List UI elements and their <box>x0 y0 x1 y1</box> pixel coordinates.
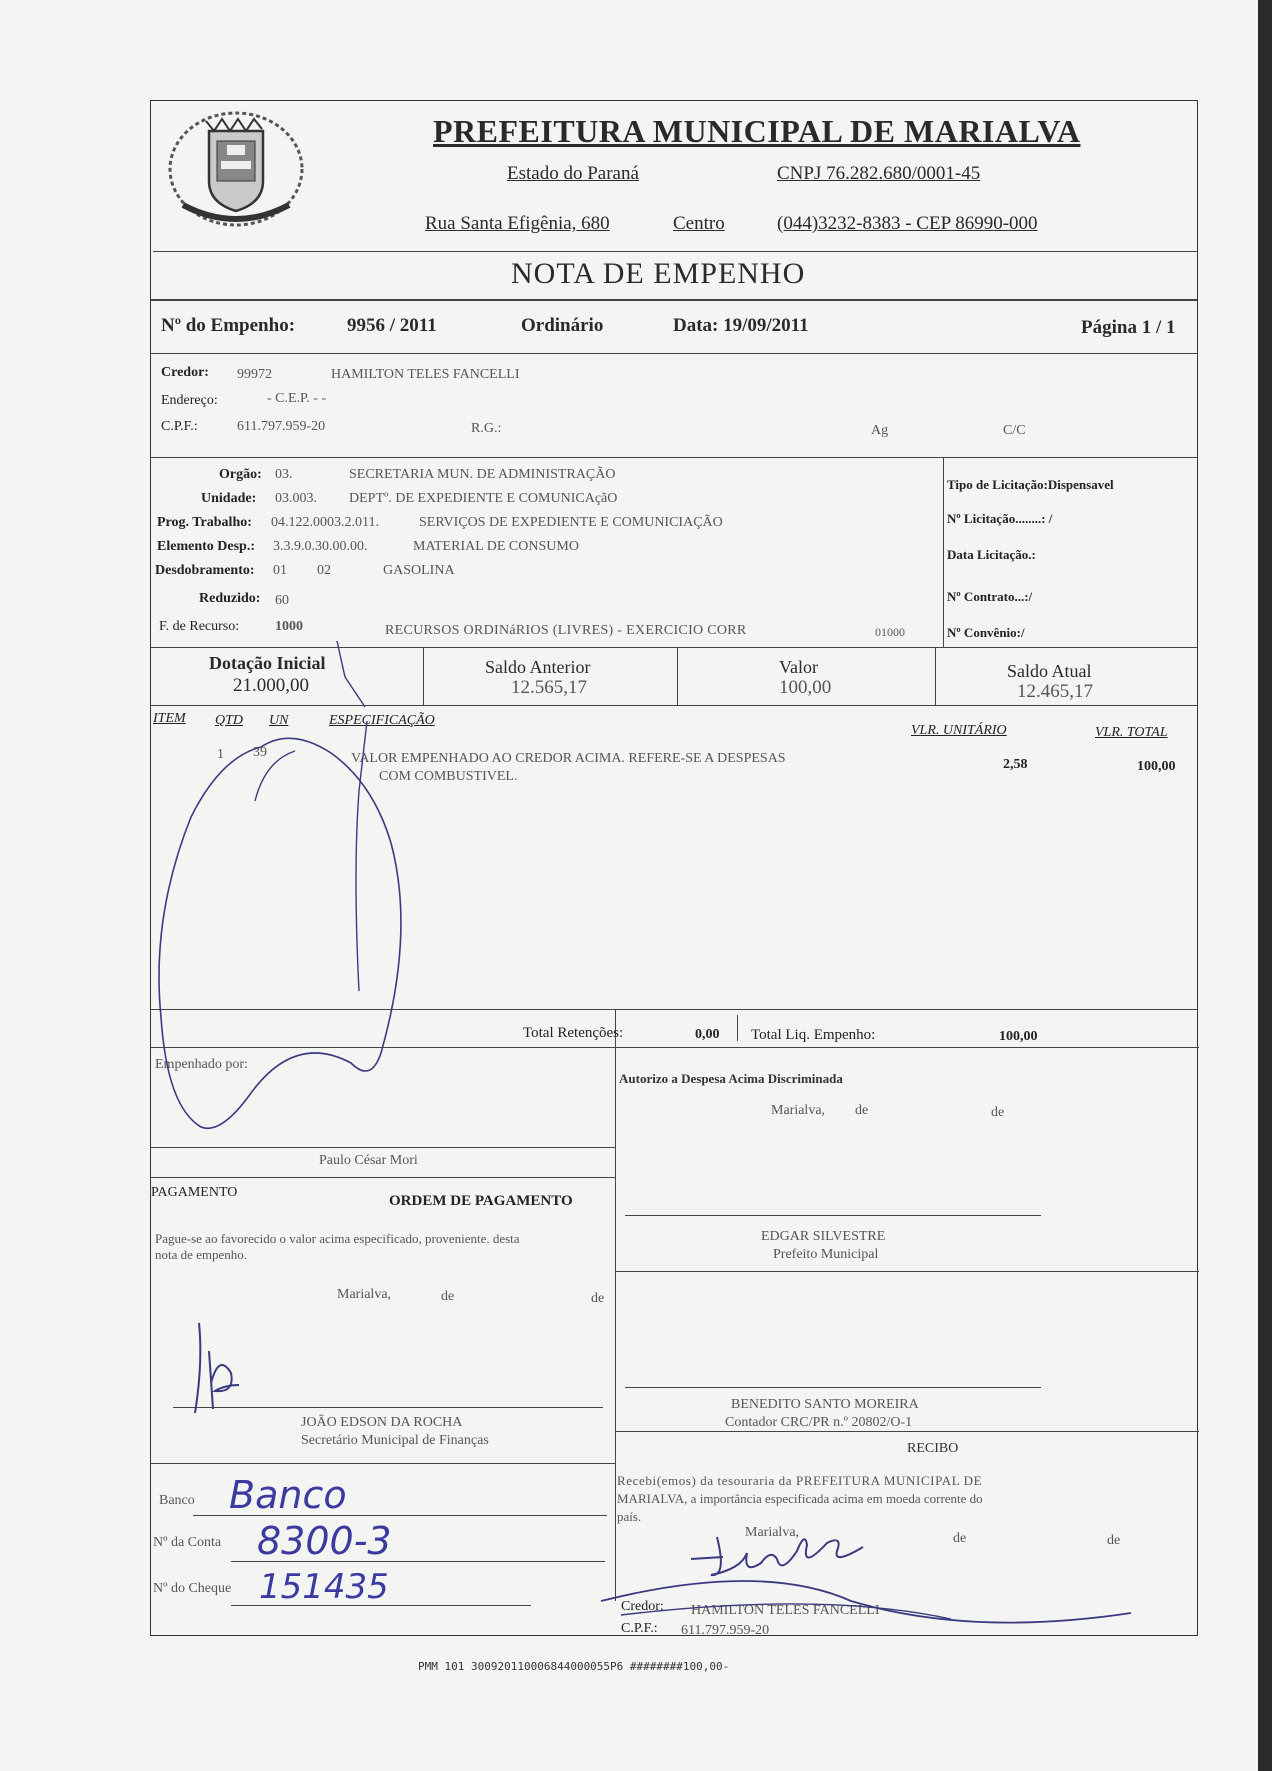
cheque-label: Nº do Cheque <box>153 1581 232 1596</box>
elem-label: Elemento Desp.: <box>157 539 255 554</box>
recibo-de-1: de <box>953 1531 967 1546</box>
recibo-text-3: país. <box>617 1509 642 1524</box>
recibo-credor-label: Credor: <box>621 1599 664 1614</box>
autorizo-marialva: Marialva, <box>771 1103 826 1118</box>
autorizo-label: Autorizo a Despesa Acima Discriminada <box>619 1071 843 1086</box>
cc-label: C/C <box>1003 423 1026 438</box>
col-un: UN <box>269 713 289 728</box>
reduzido-label: Reduzido: <box>199 591 261 606</box>
secretario-name: JOÃO EDSON DA ROCHA <box>301 1415 463 1430</box>
recibo-title: RECIBO <box>907 1441 959 1456</box>
saldo-anterior-label: Saldo Anterior <box>485 657 591 677</box>
recibo-de-2: de <box>1107 1533 1121 1548</box>
nota-de-empenho-form <box>150 100 1198 1636</box>
desd-code2: 02 <box>317 563 331 578</box>
saldo-atual-value: 12.465,17 <box>1017 681 1093 702</box>
prog-name: SERVIÇOS DE EXPEDIENTE E COMUNICIAÇÃO <box>419 515 723 530</box>
rg-label: R.G.: <box>471 421 502 436</box>
empenho-number: 9956 / 2011 <box>347 315 437 336</box>
unidade-name: DEPTº. DE EXPEDIENTE E COMUNICAçãO <box>349 491 618 506</box>
licitacao-data: Data Licitação.: <box>947 547 1036 562</box>
autorizo-de-2: de <box>991 1105 1005 1120</box>
row-unit-value: 2,58 <box>1003 757 1028 772</box>
header-street: Rua Santa Efigênia, 680 <box>425 213 610 234</box>
header-state: Estado do Paraná <box>507 163 639 184</box>
pagamento-text-2: nota de empenho. <box>155 1247 248 1262</box>
credor-name: HAMILTON TELES FANCELLI <box>331 367 520 382</box>
page-edge <box>1258 0 1272 1771</box>
prefeito-name: EDGAR SILVESTRE <box>761 1229 886 1244</box>
desd-name: GASOLINA <box>383 563 455 578</box>
contador-role: Contador CRC/PR n.º 20802/O-1 <box>725 1415 913 1430</box>
row-qtd: 39 <box>253 745 267 760</box>
col-qtd: QTD <box>215 713 244 728</box>
pagamento-label: PAGAMENTO <box>151 1185 238 1200</box>
desd-label: Desdobramento: <box>155 563 255 578</box>
ag-label: Ag <box>871 423 889 438</box>
recibo-cpf-label: C.P.F.: <box>621 1621 658 1636</box>
autorizo-de-1: de <box>855 1103 869 1118</box>
orgao-name: SECRETARIA MUN. DE ADMINISTRAÇÃO <box>349 467 616 482</box>
valor-value: 100,00 <box>779 677 832 698</box>
orgao-code: 03. <box>275 467 293 482</box>
liq-label: Total Liq. Empenho: <box>751 1027 876 1043</box>
header-phone-cep: (044)3232-8383 - CEP 86990-000 <box>777 213 1038 234</box>
elem-name: MATERIAL DE CONSUMO <box>413 539 579 554</box>
recibo-marialva: Marialva, <box>745 1525 800 1540</box>
row-spec-line2: COM COMBUSTIVEL. <box>379 769 518 784</box>
retencoes-value: 0,00 <box>695 1027 720 1042</box>
saldo-atual-label: Saldo Atual <box>1007 661 1092 681</box>
licitacao-convenio: Nº Convênio:/ <box>947 625 1025 640</box>
valor-label: Valor <box>779 657 818 677</box>
empenho-page: Página 1 / 1 <box>1081 317 1176 338</box>
unidade-code: 03.003. <box>275 491 317 506</box>
empenhado-por-label: Empenhado por: <box>155 1057 248 1072</box>
orgao-label: Orgão: <box>219 467 262 482</box>
pagamento-de-2: de <box>591 1291 605 1306</box>
cheque-handwritten: 151435 <box>259 1567 389 1607</box>
unidade-label: Unidade: <box>201 491 257 506</box>
conta-label: Nº da Conta <box>153 1535 222 1550</box>
ordem-pagamento-label: ORDEM DE PAGAMENTO <box>389 1193 573 1209</box>
empenho-label: Nº do Empenho: <box>161 315 296 336</box>
credor-code: 99972 <box>237 367 272 382</box>
dotacao-value: 21.000,00 <box>233 675 309 696</box>
credor-label: Credor: <box>161 365 209 380</box>
header-district: Centro <box>673 213 725 234</box>
row-total-value: 100,00 <box>1137 759 1176 774</box>
desd-code1: 01 <box>273 563 287 578</box>
col-especificacao: ESPECIFICAÇÃO <box>329 713 435 728</box>
handwritten-signatures <box>151 101 1199 1637</box>
banco-label: Banco <box>159 1493 195 1508</box>
doc-title: NOTA DE EMPENHO <box>511 257 806 290</box>
contador-name: BENEDITO SANTO MOREIRA <box>731 1397 919 1412</box>
recurso-label: F. de Recurso: <box>159 619 240 634</box>
elem-code: 3.3.9.0.30.00.00. <box>273 539 368 554</box>
header-cnpj: CNPJ 76.282.680/0001-45 <box>777 163 981 184</box>
licitacao-numero: Nº Licitação........: / <box>947 511 1053 526</box>
empenho-date: Data: 19/09/2011 <box>673 315 809 336</box>
retencoes-label: Total Retenções: <box>523 1025 624 1041</box>
recibo-text-1: Recebi(emos) da tesouraria da PREFEITURA MUNICIPAL DE <box>617 1473 983 1488</box>
recurso-name: RECURSOS ORDINáRIOS (LIVRES) - EXERCICIO CORR <box>385 623 747 638</box>
pagamento-marialva: Marialva, <box>337 1287 392 1302</box>
prog-label: Prog. Trabalho: <box>157 515 252 530</box>
col-vlr-total: VLR. TOTAL <box>1095 725 1168 740</box>
col-vlr-unitario: VLR. UNITÁRIO <box>911 723 1007 738</box>
row-item: 1 <box>217 747 224 762</box>
recurso-ref: 01000 <box>875 625 905 639</box>
cpf-label: C.P.F.: <box>161 419 198 434</box>
footer-code: PMM 101 300920110006844000055P6 ########100,00- <box>418 1660 730 1673</box>
empenho-type: Ordinário <box>521 315 604 336</box>
endereco-label: Endereço: <box>161 393 218 408</box>
conta-handwritten: 8300-3 <box>257 1519 392 1563</box>
recibo-cpf-value: 611.797.959-20 <box>681 1623 770 1638</box>
reduzido-value: 60 <box>275 593 289 608</box>
recurso-code: 1000 <box>275 619 303 634</box>
banco-handwritten: Banco <box>229 1473 347 1517</box>
pagamento-text-1: Pague-se ao favorecido o valor acima especificado, proveniente. desta <box>155 1231 520 1246</box>
cpf-value: 611.797.959-20 <box>237 419 326 434</box>
recibo-text-2: MARIALVA, a importância especificada acima em moeda corrente do <box>617 1491 983 1506</box>
header-title: PREFEITURA MUNICIPAL DE MARIALVA <box>433 113 1081 149</box>
recibo-credor-name: HAMILTON TELES FANCELLI <box>691 1603 880 1618</box>
licitacao-contrato: Nº Contrato...:/ <box>947 589 1033 604</box>
pagamento-de-1: de <box>441 1289 455 1304</box>
endereco-value: - C.E.P. - - <box>267 391 327 406</box>
saldo-anterior-value: 12.565,17 <box>511 677 587 698</box>
dotacao-label: Dotação Inicial <box>209 653 326 673</box>
prefeito-role: Prefeito Municipal <box>773 1247 879 1262</box>
secretario-role: Secretário Municipal de Finanças <box>301 1433 489 1448</box>
prog-code: 04.122.0003.2.011. <box>271 515 379 530</box>
row-spec-line1: VALOR EMPENHADO AO CREDOR ACIMA. REFERE-SE A DESPESAS <box>351 751 786 766</box>
licitacao-tipo: Tipo de Licitação:Dispensavel <box>947 477 1114 492</box>
liq-value: 100,00 <box>999 1029 1038 1044</box>
empenhado-name: Paulo César Mori <box>319 1153 418 1168</box>
col-item: ITEM <box>153 711 186 726</box>
